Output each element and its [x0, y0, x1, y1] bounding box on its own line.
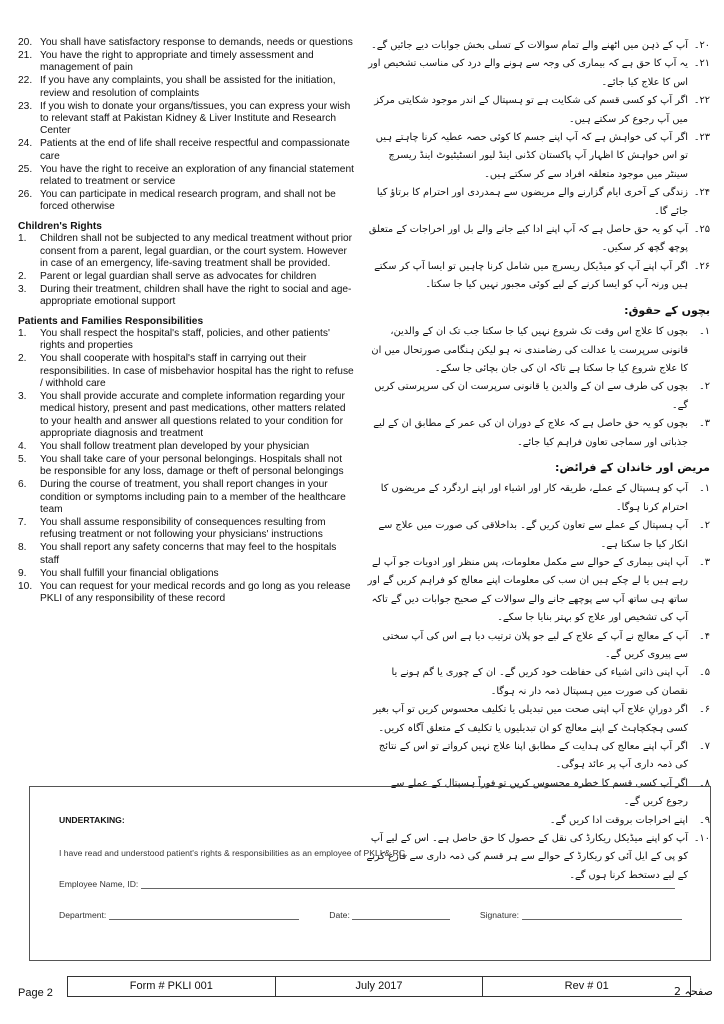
urdu-list-item	[366, 378, 710, 415]
item-text: You shall respect the hospital's staff, policies, and other patients' rights and properties	[40, 327, 330, 352]
item-text: بچوں کا علاج اس وقت تک شروع نہیں کیا جا سکتا جب تک ان کے والدین، قانونی سرپرست یا عدالت کی رضامندی نہ ہو لیکن ہنگامی صورتحال میں ان کا علاج شروع کیا جا سکتا ہے تاکہ ان کی جان بچائی جا سکے۔	[371, 326, 688, 374]
list-item	[18, 517, 356, 542]
item-number: 26.	[18, 188, 33, 200]
date-label: Date:	[329, 910, 350, 920]
item-text: آپ کو ہسپتال کے عملے، طریقہ کار اور اشیاء اور اپنے اردگرد کے مریضوں کا احترام کرنا ہوگا۔	[380, 483, 688, 513]
item-text: آپ کے ذہن میں اٹھنے والے تمام سوالات کے تسلی بخش جوابات دیے جائیں گے۔	[370, 40, 688, 51]
item-text: If you wish to donate your organs/tissues, you can express your wish to relevant staff at Pakistan Kidney & Liver Institute and Research Center	[40, 100, 351, 137]
urdu-list-item	[366, 517, 710, 554]
rights-list-continued	[18, 37, 356, 214]
urdu-list-item	[366, 738, 710, 775]
item-number: ۱۔	[698, 483, 710, 495]
item-number: 24.	[18, 138, 33, 150]
item-text: You shall provide accurate and complete information regarding your medical history, present and past medications, other matters related to your health and answer all questions related to your condition for appropriate diagnosis and treatment	[40, 390, 346, 440]
date-field[interactable]	[352, 909, 450, 920]
item-number: 25.	[18, 163, 33, 175]
list-item	[18, 75, 356, 100]
signature-label: Signature:	[479, 910, 520, 920]
item-number: 20.	[18, 37, 33, 48]
item-number: ۶۔	[698, 704, 710, 716]
item-text: You shall fulfill your financial obligations	[40, 567, 219, 579]
children-rights-heading: Children's Rights	[18, 220, 102, 232]
urdu-list-item	[366, 701, 710, 738]
form-number: Form # PKLI 001	[68, 977, 276, 996]
list-item	[18, 233, 356, 270]
item-number: ۲۔	[698, 381, 710, 393]
urdu-rights-list-continued	[366, 37, 710, 295]
item-text: Children shall not be subjected to any medical treatment without prior consent from a parent, legal guardian, or the court system. However in case of an emergency, life-saving treatment shall be provided.	[40, 233, 353, 269]
employee-label: Employee Name, ID:	[59, 879, 139, 889]
children-rights-list	[18, 233, 356, 308]
item-number: ۲۶۔	[693, 260, 710, 272]
form-revision: Rev # 01	[564, 980, 609, 992]
item-text: Parent or legal guardian shall serve as advocates for children	[40, 270, 317, 282]
item-text: You shall follow treatment plan developed by your physician	[40, 441, 310, 453]
item-text: اگر دورانِ علاج آپ اپنی صحت میں تبدیلی یا تکلیف محسوس کریں تو آپ بغیر کسی ہچکچاہٹ کے اپنے معالج کو ان تبدیلیوں یا تکلیف کے متعلق آگاہ کریں۔	[373, 704, 688, 734]
item-number: 3.	[18, 283, 27, 295]
item-text: آپ اپنی بیماری کے حوالے سے مکمل معلومات، پس منظر اور ادویات جو آپ لے رہے ہیں یا لے چکے ہیں ان سب کی معلومات اپنے معالج کو فراہم کریں گے اور ساتھ ہی ساتھ آپ سے پوچھے جانے والے سوالات کے صحیح جوابات دیں گے تاکہ آپ کی تشخیص اور علاج کو بہتر بنایا جا سکے۔	[367, 556, 688, 624]
form-footer	[67, 976, 691, 997]
urdu-list-item	[366, 554, 710, 628]
item-text: آپ کو اپنے میڈیکل ریکارڈ کی نقل کے حصول کا حق حاصل ہے۔ اس کے لیے آپ کو پی کے ایل آئی کو ریکارڈ کے حوالے سے ہر قسم کی ذمہ داری سے فارغ کرنے کے لیے دستخط کرنا ہوں گے۔	[366, 833, 688, 881]
urdu-list-item	[366, 92, 710, 129]
item-number: 1.	[18, 233, 27, 245]
item-text: If you have any complaints, you shall be assisted for the initiation, review and resolution of complaints	[40, 75, 336, 99]
item-number: ۱۰۔	[693, 833, 710, 845]
item-number: ۲۲۔	[693, 95, 710, 107]
item-text: You shall assume responsibility of consequences resulting from refusing treatment or not following your physicians' instructions	[40, 517, 326, 541]
item-text: You shall take care of your personal belongings. Hospitals shall not be responsible for any loss, damage or theft of personal belongings	[40, 454, 344, 478]
undertaking-title: UNDERTAKING:	[59, 815, 125, 825]
list-item	[18, 353, 356, 390]
list-item	[18, 284, 356, 309]
urdu-list-item	[366, 480, 710, 517]
responsibilities-list	[18, 328, 356, 605]
item-text: During their treatment, children shall have the right to social and age-appropriate emotional support	[40, 283, 352, 308]
urdu-children-rights-list	[366, 323, 710, 452]
item-number: ۲۳۔	[693, 132, 710, 144]
signature-field[interactable]	[522, 909, 682, 920]
item-number: 7.	[18, 517, 27, 529]
item-number: 1.	[18, 327, 27, 339]
responsibilities-heading: Patients and Families Responsibilities	[18, 315, 204, 327]
item-number: ۸۔	[698, 777, 710, 789]
form-date: July 2017	[276, 977, 484, 996]
item-number: ۳۔	[698, 418, 710, 430]
list-item	[18, 454, 356, 479]
item-text: You shall cooperate with hospital's staff in carrying out their responsibilities. In case of misbehavior hospital has the right to refuse / withhold care	[40, 353, 354, 390]
item-number: ۲۰۔	[693, 40, 710, 51]
item-number: ۱۔	[698, 326, 710, 338]
item-text: آپ کو یہ حق حاصل ہے کہ آپ اپنے ادا کیے جانے والے بل اور اخراجات کے متعلق پوچھ گچھ کر سکیں۔	[368, 224, 688, 254]
list-item	[18, 441, 356, 453]
item-text: اگر آپ کسی قسم کا خطرہ محسوس کریں تو فوراً ہسپتال کے عملے سے رجوع کریں گے۔	[390, 777, 688, 808]
list-item	[18, 479, 356, 516]
urdu-list-item	[366, 664, 710, 701]
employee-name-field[interactable]	[141, 878, 675, 889]
item-text: You can participate in medical research program, and shall not be forced otherwise	[40, 188, 336, 213]
undertaking-statement: I have read and understood patient's rights & responsibilities as an employee of PKLI & RC.	[59, 848, 408, 858]
urdu-list-item	[366, 415, 710, 452]
item-number: ۲۱۔	[693, 58, 710, 70]
item-number: ۲۴۔	[693, 187, 710, 199]
english-column	[18, 37, 356, 606]
item-text: During the course of treatment, you shall report changes in your condition or symptoms including pain to a member of the healthcare team	[40, 479, 346, 516]
item-number: 10.	[18, 580, 33, 592]
item-text: اگر آپ کی خواہش ہے کہ آپ اپنے جسم کا کوئی حصہ عطیہ کرنا چاہتے ہیں تو اس خواہش کا اظہار آپ پاکستان کڈنی اینڈ لیور انسٹیٹیوٹ اینڈ ریسرچ سینٹر میں موجود متعلقہ افراد سے کر سکتے ہیں۔	[375, 132, 688, 180]
urdu-list-item	[366, 221, 710, 258]
item-text: You shall report any safety concerns that may feel to the hospitals staff	[40, 542, 337, 566]
list-item	[18, 164, 356, 189]
department-label: Department:	[59, 910, 107, 920]
page-number-left: Page 2	[18, 987, 53, 999]
item-number: ۲۔	[698, 520, 710, 532]
item-number: 2.	[18, 270, 27, 282]
item-text: اپنے اخراجات بروقت ادا کریں گے۔	[549, 814, 688, 826]
item-number: 3.	[18, 390, 27, 402]
signoff-row	[59, 909, 682, 920]
item-number: ۵۔	[698, 667, 710, 679]
list-item	[18, 138, 356, 163]
item-text: یہ آپ کا حق ہے کہ بیماری کی وجہ سے ہونے والے درد کی مناسب تشخیص اور اس کا علاج کیا جائے۔	[368, 58, 688, 88]
list-item	[18, 328, 356, 353]
item-text: You have the right to appropriate and timely assessment and management of pain	[40, 49, 314, 74]
urdu-responsibilities-heading: مریض اور خاندان کے فرائض:	[555, 460, 710, 474]
urdu-list-item	[366, 37, 710, 55]
item-text: اگر آپ کو کسی قسم کی شکایت ہے تو ہسپتال کے اندر موجود شکایتی مرکز میں آپ رجوع کر سکتے ہیں۔	[374, 95, 688, 125]
item-number: 6.	[18, 479, 27, 491]
item-number: 4.	[18, 441, 27, 453]
item-text: آپ ہسپتال کے عملے سے تعاون کریں گے۔ بداخلاقی کی صورت میں علاج سے انکار کیا جا سکتا ہے۔	[378, 520, 688, 550]
item-text: زندگی کے آخری ایام گزارنے والے مریضوں سے ہمدردی اور احترام کا برتاؤ کیا جائے گا۔	[376, 187, 688, 217]
item-text: بچوں کو یہ حق حاصل ہے کہ علاج کے دوران ان کی عمر کے مطابق ان کے لیے جذباتی اور سماجی تعاون فراہم کیا جائے۔	[373, 418, 688, 448]
urdu-list-item	[366, 323, 710, 378]
urdu-list-item	[366, 129, 710, 184]
item-text: اگر آپ اپنے معالج کی ہدایت کے مطابق اپنا علاج نہیں کرواتے تو اس کے نتائج کی ذمہ داری آپ پر عائد ہوگی۔	[378, 741, 688, 771]
list-item	[18, 581, 356, 606]
item-text: Patients at the end of life shall receive respectful and compassionate care	[40, 138, 350, 162]
urdu-list-item	[366, 628, 710, 665]
page-number-right: صفحہ 2	[674, 985, 713, 998]
undertaking-box	[29, 786, 711, 961]
item-number: 9.	[18, 567, 27, 579]
list-item	[18, 50, 356, 75]
list-item	[18, 542, 356, 567]
urdu-list-item	[366, 55, 710, 92]
item-text: You shall have satisfactory response to demands, needs or questions	[40, 37, 353, 48]
item-number: 5.	[18, 454, 27, 465]
list-item	[18, 101, 356, 138]
item-number: ۴۔	[698, 630, 710, 642]
list-item	[18, 189, 356, 214]
item-number: ۳۔	[698, 556, 710, 568]
item-number: 2.	[18, 353, 27, 365]
item-number: 21.	[18, 49, 33, 61]
item-text: آپ اپنی ذاتی اشیاء کی حفاظت خود کریں گے۔ ان کے چوری یا گم ہونے یا نقصان کی صورت میں ہسپتال ذمہ دار نہ ہوگا۔	[391, 667, 688, 697]
item-number: ۷۔	[698, 741, 710, 753]
list-item	[18, 271, 356, 283]
item-text: آپ کے معالج نے آپ کے علاج کے لیے جو پلان ترتیب دیا ہے اس کی آپ سختی سے پیروی کریں گے۔	[382, 630, 688, 660]
item-text: بچوں کی طرف سے ان کے والدین یا قانونی سرپرست ان کی سرپرستی کریں گے۔	[374, 381, 688, 411]
item-text: You have the right to receive an exploration of any financial statement related to treatment or service	[40, 163, 354, 187]
list-item	[18, 391, 356, 441]
list-item	[18, 568, 356, 580]
item-number: 23.	[18, 100, 33, 112]
item-number: ۹۔	[698, 814, 710, 826]
department-field[interactable]	[109, 909, 299, 920]
urdu-list-item	[366, 258, 710, 295]
urdu-list-item	[366, 184, 710, 221]
list-item	[18, 37, 356, 49]
urdu-column	[366, 37, 710, 885]
item-text: اگر آپ اپنے آپ کو میڈیکل ریسرچ میں شامل کرنا چاہیں تو ایسا آپ کر سکتے ہیں ورنہ آپ کو ایسا کرنے کے لیے کوئی مجبور نہیں کیا جا سکتا۔	[374, 260, 688, 291]
item-number: 8.	[18, 542, 27, 554]
employee-row	[59, 878, 675, 889]
item-text: You can request for your medical records and go long as you release PKLI of any responsibility of these record	[40, 580, 351, 604]
item-number: ۲۵۔	[693, 224, 710, 236]
item-number: 22.	[18, 75, 33, 87]
urdu-children-rights-heading: بچوں کے حقوق:	[624, 303, 710, 317]
